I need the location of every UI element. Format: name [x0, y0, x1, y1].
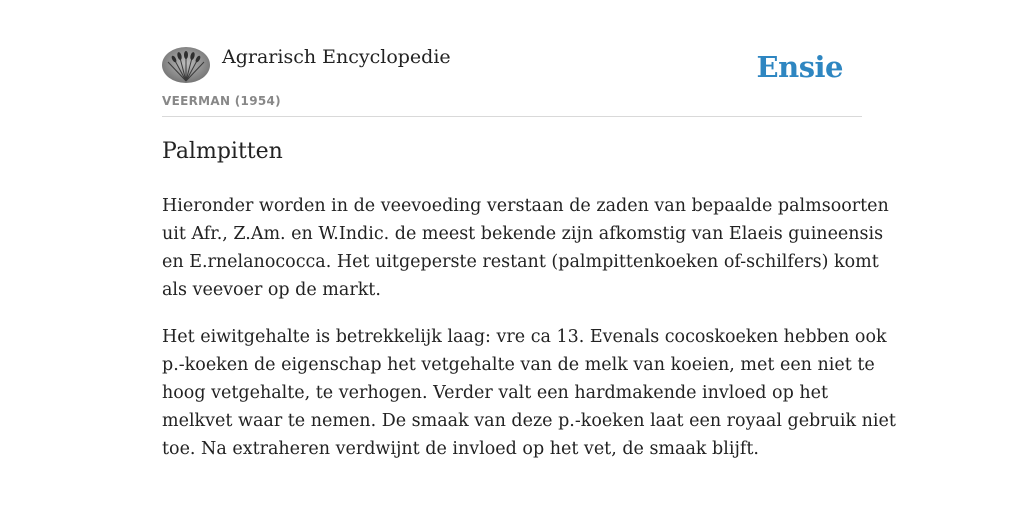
- text-line: als veevoer op de markt.: [162, 280, 381, 300]
- entry-title: Palmpitten: [162, 139, 283, 164]
- publication-title[interactable]: Agrarisch Encyclopedie: [222, 46, 451, 68]
- source-label: VEERMAN (1954): [162, 94, 281, 108]
- header: [162, 44, 862, 117]
- text-line: hoog vetgehalte, te verhogen. Verder valt een hardmakende invloed op het: [162, 383, 828, 403]
- paragraph: [162, 323, 896, 463]
- text-line: en E.rnelanococca. Het uitgeperste restant (palmpittenkoeken of-schilfers) komt: [162, 252, 879, 272]
- text-line: uit Afr., Z.Am. en W.Indic. de meest bekende zijn afkomstig van Elaeis guineensis: [162, 224, 884, 244]
- grain-sheaf-icon[interactable]: [162, 47, 210, 83]
- text-line: Hieronder worden in de veevoeding verstaan de zaden van bepaalde palmsoorten: [162, 196, 889, 216]
- text-line: melkvet waar te nemen. De smaak van deze p.-koeken laat een royaal gebruik niet: [162, 411, 896, 431]
- paragraph: [162, 192, 889, 304]
- entry-body: [162, 192, 896, 482]
- text-line: p.-koeken de eigenschap het vetgehalte van de melk van koeien, met een niet te: [162, 355, 875, 375]
- brand-logo[interactable]: Ensie: [756, 50, 843, 84]
- text-line: toe. Na extraheren verdwijnt de invloed op het vet, de smaak blijft.: [162, 439, 759, 459]
- text-line: Het eiwitgehalte is betrekkelijk laag: vre ca 13. Evenals cocoskoeken hebben ook: [162, 327, 887, 347]
